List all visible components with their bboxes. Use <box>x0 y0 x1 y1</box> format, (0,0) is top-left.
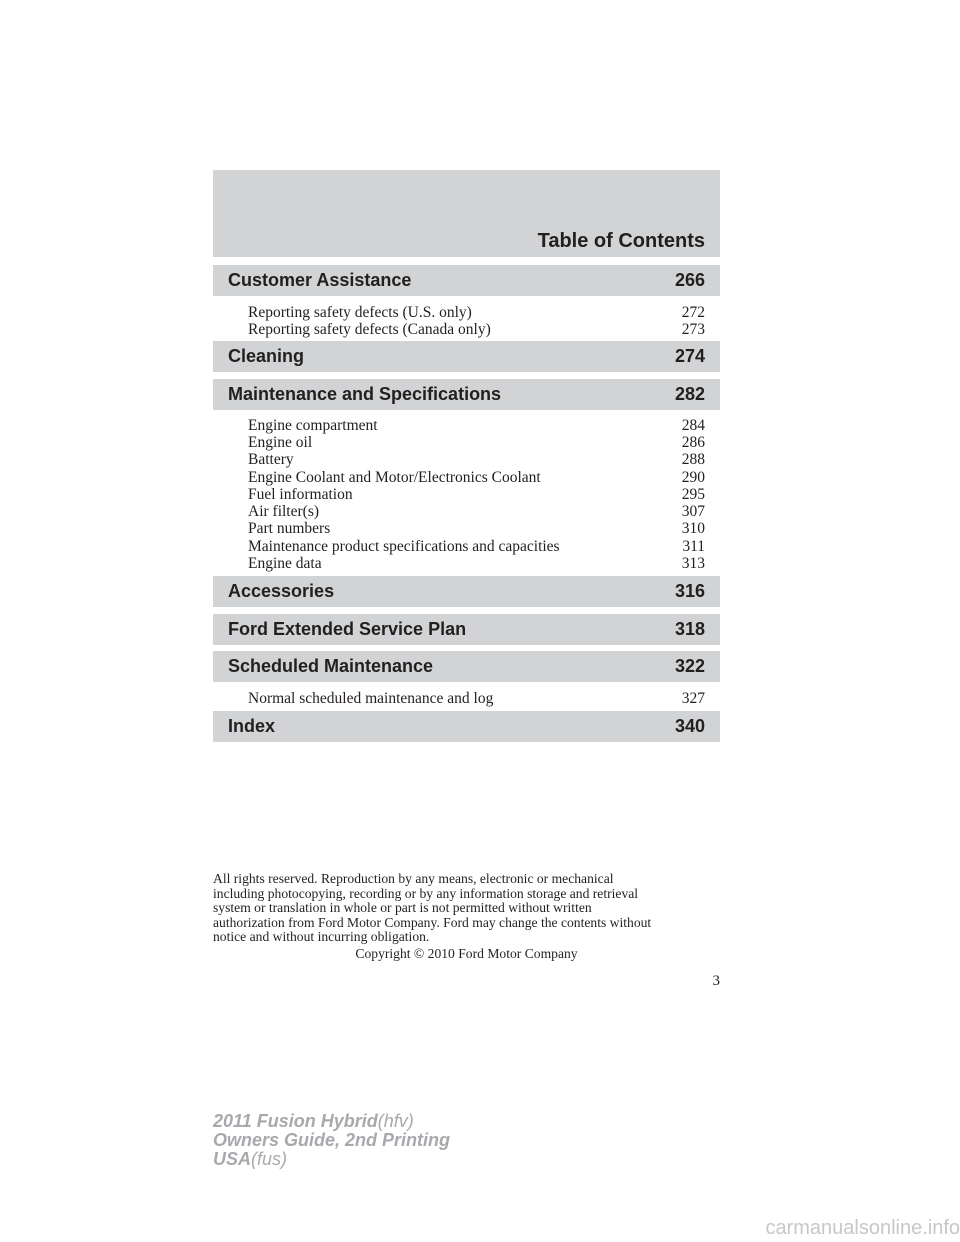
document-footer <box>213 1112 450 1169</box>
section-label: Customer Assistance <box>228 270 412 290</box>
section-label: Index <box>228 716 276 736</box>
section-page: 274 <box>674 346 705 366</box>
legal-line: system or translation in whole or part is not permitted without written <box>213 900 592 916</box>
toc-entry[interactable] <box>248 690 705 707</box>
entry-label: Air filter(s) <box>248 503 320 520</box>
entry-label: Fuel information <box>248 486 353 503</box>
legal-line: All rights reserved. Reproduction by any means, electronic or mechanical <box>213 871 614 886</box>
toc-entry[interactable] <box>248 538 705 555</box>
section-label: Accessories <box>228 581 335 601</box>
toc-section-maintenance-specifications[interactable] <box>213 379 720 410</box>
section-page: 266 <box>674 270 705 290</box>
footer-market-code: (fus) <box>251 1149 288 1169</box>
section-page: 340 <box>674 716 705 736</box>
entry-page: 284 <box>681 417 705 434</box>
footer-guide: Owners Guide, 2nd Printing <box>213 1130 451 1150</box>
toc-header-band <box>213 170 720 257</box>
entry-label: Part numbers <box>248 520 331 537</box>
toc-entry[interactable] <box>248 520 705 537</box>
section-label: Scheduled Maintenance <box>228 656 434 676</box>
toc-entry[interactable] <box>248 486 705 503</box>
entry-label: Engine compartment <box>248 417 378 434</box>
watermark: carmanualsonline.info <box>765 1217 960 1239</box>
legal-line: authorization from Ford Motor Company. Ford may change the contents without <box>213 914 652 930</box>
toc-entry[interactable] <box>248 469 705 486</box>
footer-model-code: (hfv) <box>377 1111 414 1131</box>
toc-entry[interactable] <box>248 417 705 434</box>
entry-page: 307 <box>681 503 705 520</box>
toc-section-customer-assistance[interactable] <box>213 265 720 296</box>
page-title: Table of Contents <box>537 230 705 252</box>
section-page: 282 <box>674 384 705 404</box>
entry-label: Engine oil <box>248 434 313 451</box>
entry-page: 286 <box>681 434 705 451</box>
entry-label: Engine Coolant and Motor/Electronics Coolant <box>248 469 541 486</box>
entry-page: 310 <box>681 520 705 537</box>
toc-entry[interactable] <box>248 503 705 520</box>
section-label: Ford Extended Service Plan <box>228 619 467 639</box>
entry-page: 313 <box>681 555 705 572</box>
entry-page: 288 <box>681 451 705 468</box>
section-label: Cleaning <box>228 346 305 366</box>
entry-page: 327 <box>681 690 705 707</box>
entry-label: Reporting safety defects (U.S. only) <box>248 304 472 321</box>
footer-model: 2011 Fusion Hybrid <box>213 1111 378 1131</box>
toc-section-index[interactable] <box>213 711 720 742</box>
toc-section-ford-extended-service-plan[interactable] <box>213 614 720 645</box>
entry-page: 311 <box>682 538 705 555</box>
entry-page: 272 <box>681 304 705 321</box>
legal-line: notice and without incurring obligation. <box>213 929 430 945</box>
entry-label: Normal scheduled maintenance and log <box>248 690 494 707</box>
entry-label: Maintenance product specifications and capacities <box>248 538 560 555</box>
legal-notice <box>213 872 720 945</box>
footer-market: USA <box>213 1149 252 1169</box>
section-page: 318 <box>674 619 705 639</box>
section-label: Maintenance and Specifications <box>228 384 502 404</box>
toc-section-scheduled-maintenance[interactable] <box>213 651 720 682</box>
legal-line: including photocopying, recording or by any information storage and retrieval <box>213 885 639 901</box>
entry-label: Engine data <box>248 555 322 572</box>
section-page: 322 <box>674 656 705 676</box>
toc-entry[interactable] <box>248 434 705 451</box>
page-number: 3 <box>712 973 720 989</box>
toc-entry[interactable] <box>248 555 705 572</box>
toc-section-cleaning[interactable] <box>213 341 720 372</box>
toc-entry[interactable] <box>248 321 705 338</box>
toc-entry[interactable] <box>248 451 705 468</box>
entry-page: 295 <box>681 486 705 503</box>
entry-label: Reporting safety defects (Canada only) <box>248 321 491 338</box>
toc-entry[interactable] <box>248 304 705 321</box>
section-page: 316 <box>674 581 705 601</box>
toc-section-accessories[interactable] <box>213 576 720 607</box>
entry-page: 273 <box>681 321 705 338</box>
entry-page: 290 <box>681 469 705 486</box>
entry-label: Battery <box>248 451 294 468</box>
copyright-notice: Copyright © 2010 Ford Motor Company <box>355 946 578 961</box>
